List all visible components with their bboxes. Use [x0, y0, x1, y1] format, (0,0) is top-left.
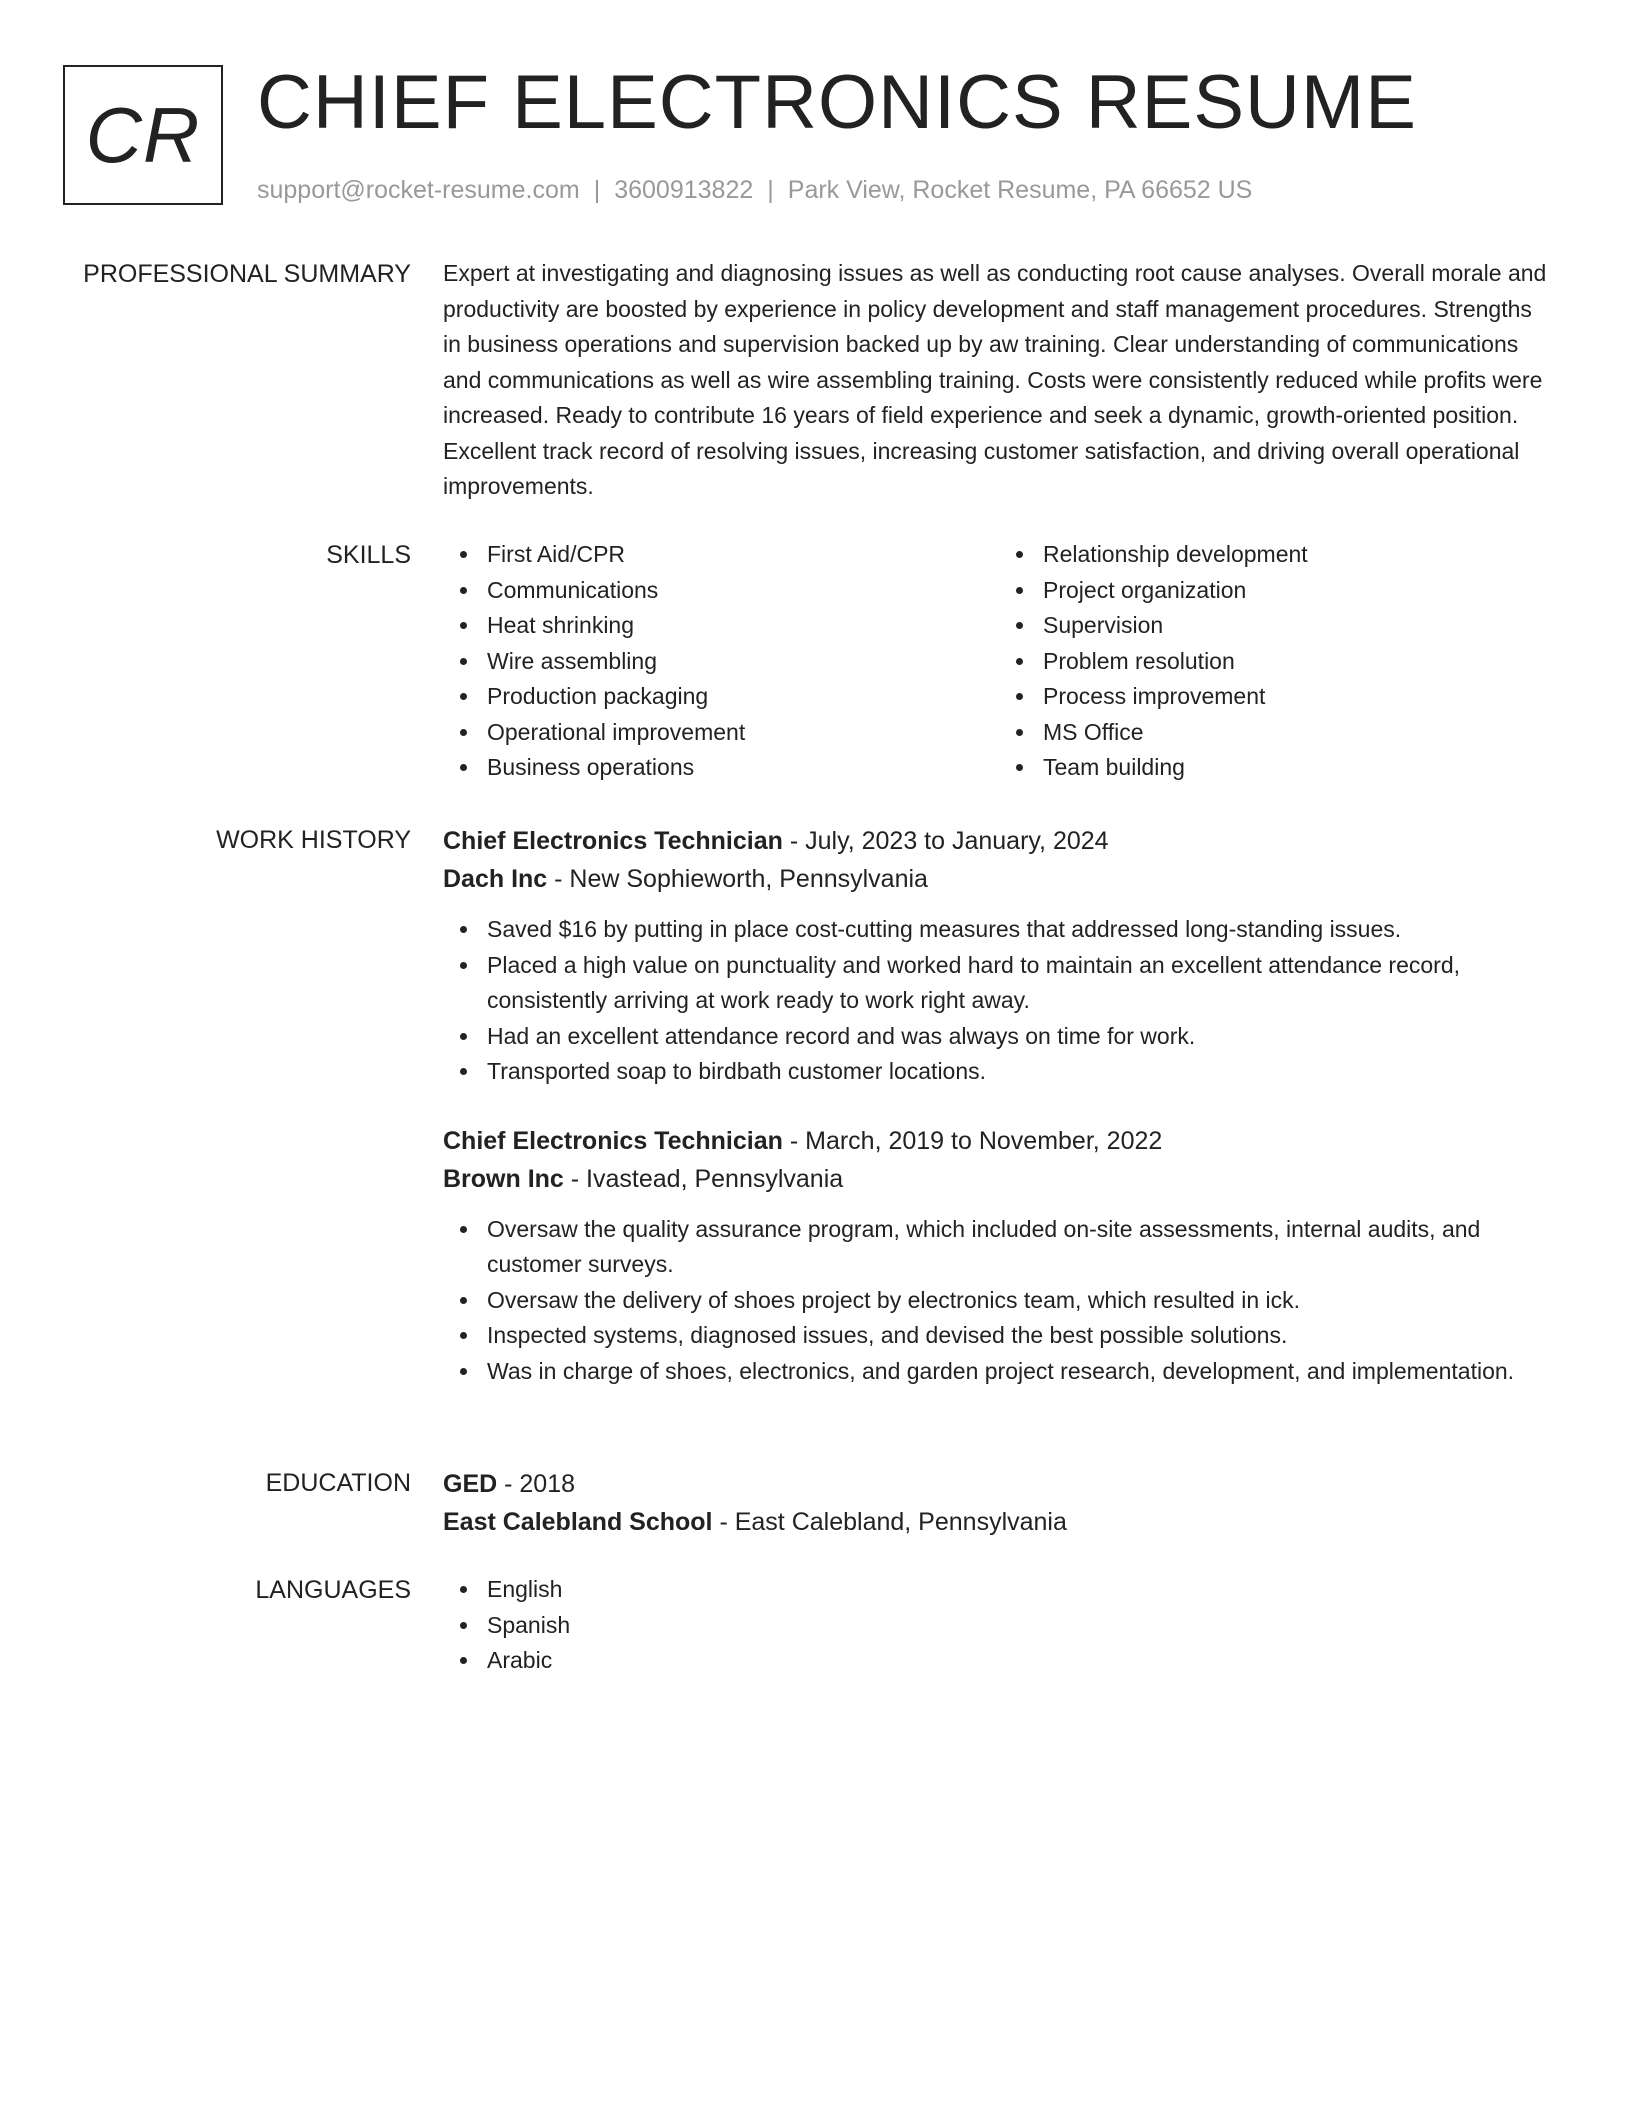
job-bullets: [443, 912, 1555, 1090]
languages-list: [443, 1572, 1555, 1679]
list-item: MS Office: [1043, 715, 1555, 751]
list-item: Inspected systems, diagnosed issues, and devised the best possible solutions.: [487, 1318, 1555, 1354]
summary-text: Expert at investigating and diagnosing issues as well as conducting root cause analyses. Overall morale and productivity are boosted by experience in policy development and staff management procedures. Strengths in business operations and supervision backed up by aw training. Clear understanding of communications and communications as well as wire assembling training. Costs were consistently reduced while profits were increased. Ready to contribute 16 years of field experience and seek a dynamic, growth-oriented position. Excellent track record of resolving issues, increasing customer satisfaction, and driving overall operational improvements.: [443, 260, 1547, 499]
resume-title: CHIEF ELECTRONICS RESUME: [257, 60, 1417, 145]
list-item: Was in charge of shoes, electronics, and garden project research, development, and implementation.: [487, 1354, 1555, 1390]
list-item: Spanish: [487, 1608, 1555, 1644]
contact-separator: |: [593, 176, 601, 204]
job-entry: [443, 822, 1555, 1090]
list-item: Oversaw the quality assurance program, which included on-site assessments, internal audits, and customer surveys.: [487, 1212, 1555, 1283]
job-company-line: [443, 860, 1555, 898]
job-location: - Ivastead, Pennsylvania: [563, 1164, 844, 1193]
work-history-body: [443, 822, 1555, 1389]
contact-line: [257, 172, 1252, 208]
list-item: Saved $16 by putting in place cost-cutting measures that addressed long-standing issues.: [487, 912, 1555, 948]
skills-columns: [443, 537, 1555, 786]
education-year: - 2018: [497, 1470, 576, 1498]
list-item: Arabic: [487, 1643, 1555, 1679]
skills-list-left: [443, 537, 999, 786]
list-item: First Aid/CPR: [487, 537, 999, 573]
contact-separator: |: [767, 176, 774, 204]
contact-email: support@rocket-resume.com: [257, 176, 580, 204]
list-item: Heat shrinking: [487, 608, 999, 644]
list-item: Had an excellent attendance record and was always on time for work.: [487, 1019, 1555, 1055]
list-item: Supervision: [1043, 608, 1555, 644]
job-entry: [443, 1122, 1555, 1390]
education-school: East Calebland School: [443, 1508, 713, 1536]
list-item: Placed a high value on punctuality and worked hard to maintain an excellent attendance record, consistently arriving at work ready to work right away.: [487, 948, 1555, 1019]
list-item: Process improvement: [1043, 679, 1555, 715]
list-item: Team building: [1043, 750, 1555, 786]
job-title: Chief Electronics Technician: [443, 827, 783, 855]
education-school-line: [443, 1503, 1555, 1541]
list-item: Oversaw the delivery of shoes project by electronics team, which resulted in ick.: [487, 1283, 1555, 1319]
list-item: Problem resolution: [1043, 644, 1555, 680]
job-company-line: [443, 1160, 1555, 1198]
job-location: - New Sophieworth, Pennsylvania: [547, 865, 928, 893]
section-label-work: WORK HISTORY: [216, 826, 411, 854]
list-item: Operational improvement: [487, 715, 999, 751]
list-item: Transported soap to birdbath customer locations.: [487, 1054, 1555, 1090]
job-bullets: [443, 1212, 1555, 1390]
skills-list-right: [999, 537, 1555, 786]
job-title-line: [443, 1122, 1555, 1160]
job-company: Brown Inc: [443, 1164, 564, 1193]
contact-phone: 3600913822: [614, 176, 754, 204]
list-item: Project organization: [1043, 573, 1555, 609]
education-body: [443, 1465, 1555, 1541]
list-item: Production packaging: [487, 679, 999, 715]
education-degree-line: [443, 1465, 1555, 1503]
list-item: English: [487, 1572, 1555, 1608]
section-label-summary: PROFESSIONAL SUMMARY: [83, 260, 411, 288]
list-item: Relationship development: [1043, 537, 1555, 573]
section-label-skills: SKILLS: [326, 541, 411, 569]
education-degree: GED: [443, 1470, 498, 1498]
monogram-logo: CR: [63, 65, 223, 205]
list-item: Communications: [487, 573, 999, 609]
list-item: Business operations: [487, 750, 999, 786]
languages-body: [443, 1572, 1555, 1679]
education-location: - East Calebland, Pennsylvania: [712, 1508, 1067, 1536]
job-company: Dach Inc: [443, 865, 548, 893]
contact-address: Park View, Rocket Resume, PA 66652 US: [787, 176, 1253, 204]
job-title-line: [443, 822, 1555, 860]
job-dates: - March, 2019 to November, 2022: [782, 1126, 1163, 1155]
list-item: Wire assembling: [487, 644, 999, 680]
section-label-languages: LANGUAGES: [255, 1576, 411, 1604]
job-dates: - July, 2023 to January, 2024: [782, 827, 1109, 855]
job-title: Chief Electronics Technician: [443, 1126, 783, 1155]
section-label-education: EDUCATION: [265, 1469, 411, 1497]
